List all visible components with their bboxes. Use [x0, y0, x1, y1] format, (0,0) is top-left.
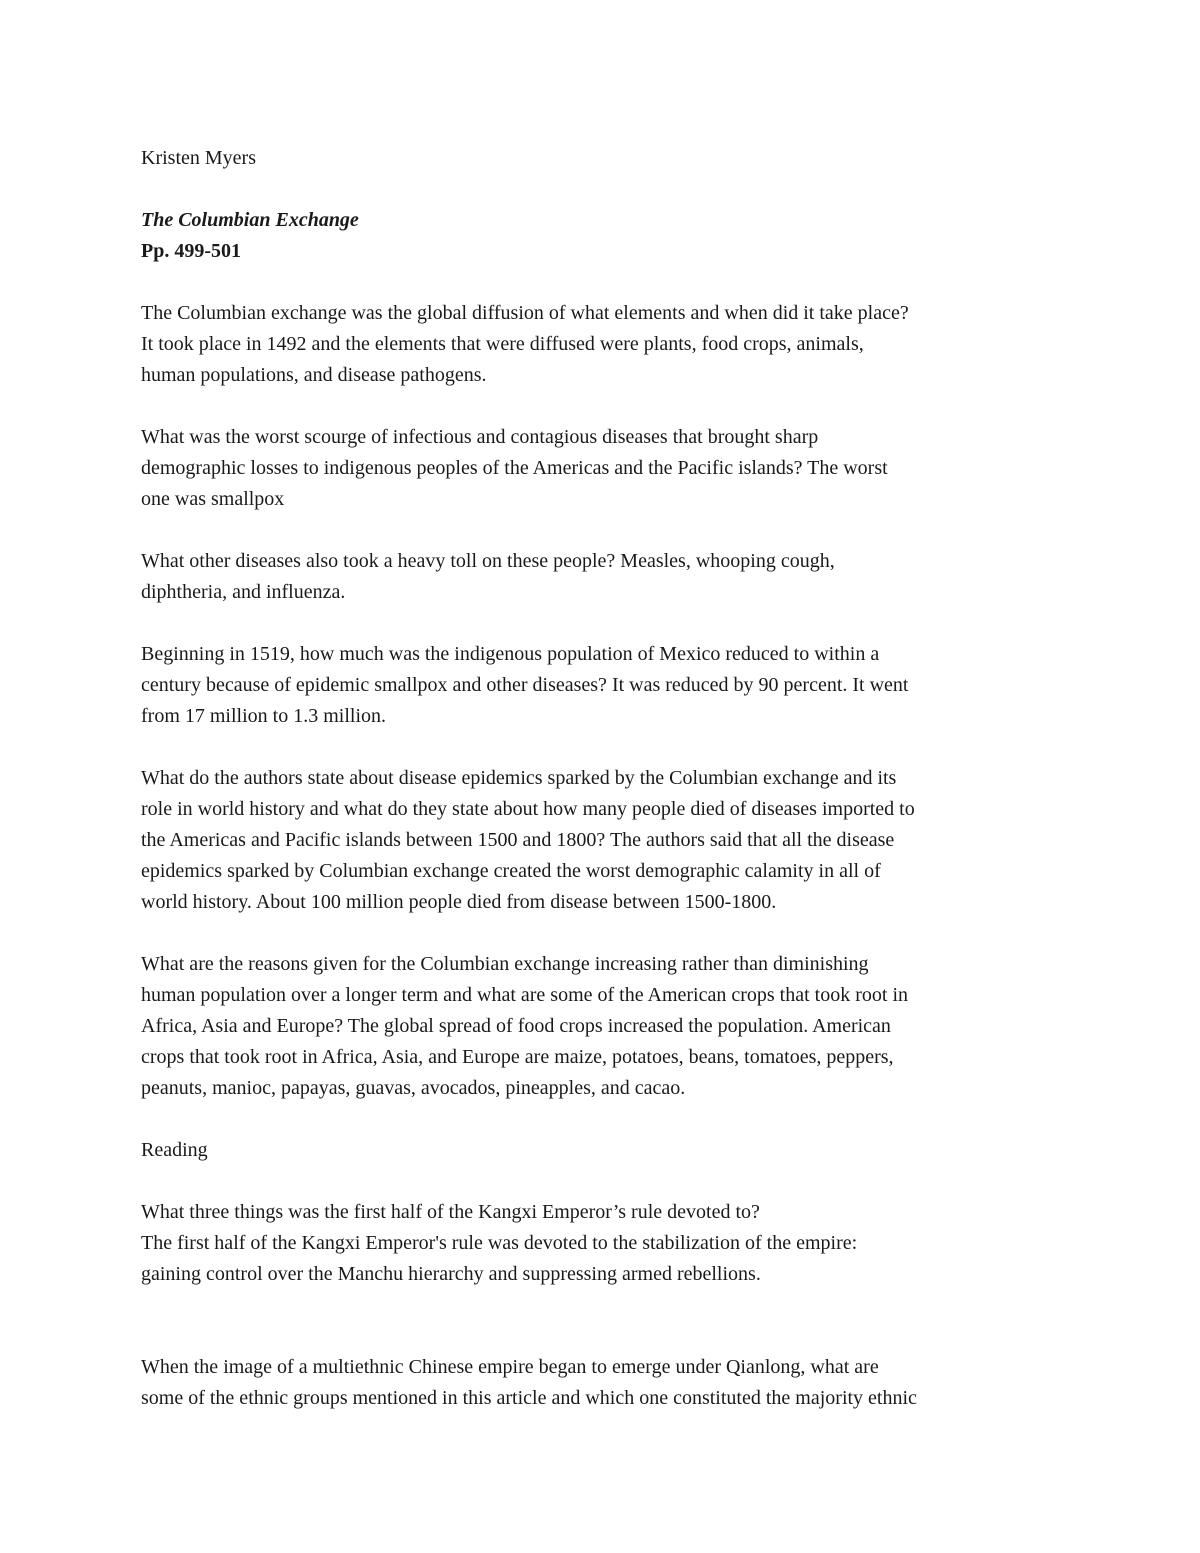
paragraph-q4 [141, 639, 1071, 732]
paragraph-q5 [141, 763, 1071, 918]
paragraph-line: century because of epidemic smallpox and other diseases? It was reduced by 90 percent. It went [141, 674, 909, 696]
spacer [141, 1104, 1071, 1135]
paragraph-line: It took place in 1492 and the elements that were diffused were plants, food crops, animals, [141, 333, 864, 355]
paragraph-q8 [141, 1352, 1071, 1414]
spacer [141, 267, 1071, 298]
section-heading-reading: Reading [141, 1139, 208, 1161]
paragraph-q7 [141, 1197, 1071, 1290]
paragraph-q1 [141, 298, 1071, 391]
paragraph-line: diphtheria, and influenza. [141, 581, 346, 603]
paragraph-line: What do the authors state about disease epidemics sparked by the Columbian exchange and its [141, 767, 897, 789]
paragraph-line: The Columbian exchange was the global diffusion of what elements and when did it take place? [141, 302, 909, 324]
page-range: Pp. 499-501 [141, 240, 241, 262]
paragraph-line: What are the reasons given for the Columbian exchange increasing rather than diminishing [141, 953, 869, 975]
spacer [141, 608, 1071, 639]
spacer [141, 918, 1071, 949]
paragraph-line: Africa, Asia and Europe? The global spread of food crops increased the population. American [141, 1015, 891, 1037]
paragraph-line: one was smallpox [141, 488, 285, 510]
author-name: Kristen Myers [141, 147, 256, 169]
spacer [141, 732, 1071, 763]
paragraph-line: world history. About 100 million people died from disease between 1500-1800. [141, 891, 777, 913]
paragraph-line: some of the ethnic groups mentioned in this article and which one constituted the majority ethnic [141, 1387, 917, 1409]
paragraph-line: the Americas and Pacific islands between 1500 and 1800? The authors said that all the disease [141, 829, 895, 851]
paragraph-line: demographic losses to indigenous peoples of the Americas and the Pacific islands? The worst [141, 457, 888, 479]
spacer [141, 1166, 1071, 1197]
document-title: The Columbian Exchange [141, 209, 359, 231]
paragraph-line: The first half of the Kangxi Emperor's rule was devoted to the stabilization of the empire: [141, 1232, 858, 1254]
paragraph-line: What was the worst scourge of infectious and contagious diseases that brought sharp [141, 426, 819, 448]
spacer [141, 174, 1071, 205]
spacer [141, 1290, 1071, 1321]
paragraph-line: human populations, and disease pathogens. [141, 364, 487, 386]
paragraph-line: gaining control over the Manchu hierarchy and suppressing armed rebellions. [141, 1263, 761, 1285]
paragraph-q2 [141, 422, 1071, 515]
paragraph-line: What other diseases also took a heavy toll on these people? Measles, whooping cough, [141, 550, 835, 572]
paragraph-q6 [141, 949, 1071, 1104]
spacer [141, 515, 1071, 546]
paragraph-line: When the image of a multiethnic Chinese empire began to emerge under Qianlong, what are [141, 1356, 879, 1378]
paragraph-line: Beginning in 1519, how much was the indigenous population of Mexico reduced to within a [141, 643, 880, 665]
paragraph-line: crops that took root in Africa, Asia, and Europe are maize, potatoes, beans, tomatoes, peppers, [141, 1046, 894, 1068]
paragraph-line: role in world history and what do they state about how many people died of diseases imported to [141, 798, 915, 820]
paragraph-line: epidemics sparked by Columbian exchange created the worst demographic calamity in all of [141, 860, 881, 882]
paragraph-line: from 17 million to 1.3 million. [141, 705, 386, 727]
paragraph-q3 [141, 546, 1071, 608]
spacer [141, 1321, 1071, 1352]
document-body [141, 143, 1071, 1414]
spacer [141, 391, 1071, 422]
paragraph-line: What three things was the first half of the Kangxi Emperor’s rule devoted to? [141, 1201, 760, 1223]
paragraph-line: human population over a longer term and what are some of the American crops that took root in [141, 984, 909, 1006]
paragraph-line: peanuts, manioc, papayas, guavas, avocados, pineapples, and cacao. [141, 1077, 686, 1099]
